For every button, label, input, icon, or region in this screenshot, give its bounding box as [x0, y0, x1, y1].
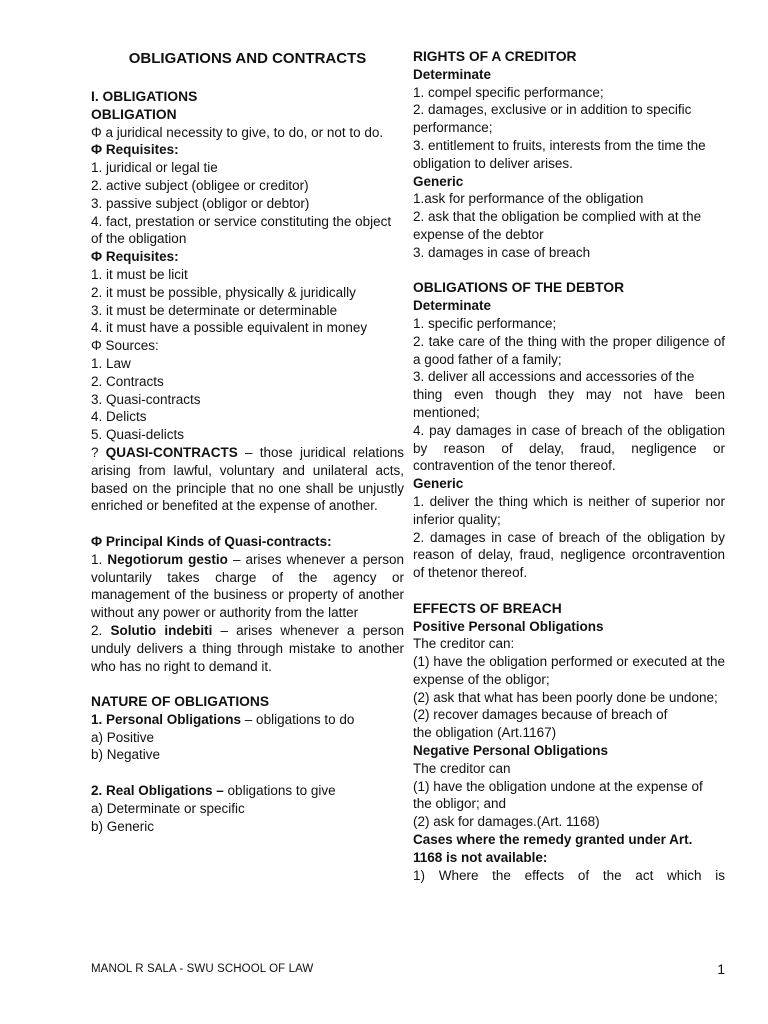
requisite-item: 4. it must have a possible equivalent in money: [91, 320, 368, 336]
source-item: 4. Delicts: [91, 409, 147, 425]
negotiorum-gestio-paragraph: [91, 551, 404, 622]
section-heading-obligations: I. OBLIGATIONS: [91, 89, 198, 104]
positive-item: (2) recover damages because of breach of: [413, 707, 668, 723]
source-item: 3. Quasi-contracts: [91, 391, 201, 407]
source-item: 5. Quasi-delicts: [91, 427, 185, 443]
solutio-indebiti-paragraph: [91, 622, 404, 675]
effects-heading: EFFECTS OF BREACH: [413, 600, 562, 616]
negative-item: (2) ask for damages.(Art. 1168): [413, 814, 600, 830]
obligation-item: thing even though they may not have been mentioned;: [413, 387, 725, 420]
real-obligations-text: obligations to give: [223, 783, 336, 799]
obligation-item: 3. deliver all accessions and accessories of the: [413, 369, 695, 385]
kind-number: 2.: [91, 622, 111, 638]
rights-determinate-heading: Determinate: [413, 66, 492, 82]
real-item: a) Determinate or specific: [91, 800, 245, 816]
obligations-generic-heading: Generic: [413, 476, 464, 492]
personal-obligations-line: [91, 711, 404, 729]
negative-item: (1) have the obligation undone at the expense of the obligor; and: [413, 778, 703, 812]
quasi-contracts-paragraph: [91, 444, 404, 515]
requisite-item: 1. it must be licit: [91, 266, 188, 282]
positive-item: (2) ask that what has been poorly done be undone;: [413, 689, 718, 705]
requisite-item: 2. it must be possible, physically & juridically: [91, 284, 356, 300]
personal-obligations-term: 1. Personal Obligations: [91, 711, 242, 727]
requisites-heading-1: Φ Requisites:: [91, 142, 179, 158]
quasi-contracts-text: – those juridical relations arising from lawful, voluntary and unilateral acts, based on the principle that no one shall be unjustly enriched or benefited at the expense of another.: [91, 444, 404, 514]
rights-generic-heading: Generic: [413, 173, 464, 189]
positive-item: (1) have the obligation performed or executed at the expense of the obligor;: [413, 654, 725, 687]
kind-number: 1.: [91, 551, 108, 567]
obligations-determinate-heading: Determinate: [413, 298, 492, 314]
real-obligations-term: 2. Real Obligations –: [91, 783, 224, 799]
positive-heading: Positive Personal Obligations: [413, 618, 604, 634]
solutio-indebiti-term: Solutio indebiti: [110, 622, 213, 638]
requisite-item: 4. fact, prestation or service constituting the object of the obligation: [91, 213, 392, 247]
rights-item: 1. compel specific performance;: [413, 84, 604, 100]
right-column: [413, 46, 725, 884]
rights-item: 3. damages in case of breach: [413, 244, 591, 260]
obligation-item: 4. pay damages in case of breach of the obligation by reason of delay, fraud, negligence or contravention of the tenor thereof.: [413, 422, 725, 474]
obligation-item: 1. specific performance;: [413, 315, 557, 331]
personal-item: a) Positive: [91, 729, 155, 745]
obligation-item: 2. damages in case of breach of the obligation by reason of delay, fraud, negligence orcontravention of thetenor thereof.: [413, 529, 725, 581]
page-number: 1: [717, 961, 725, 977]
solutio-indebiti-text: – arises whenever a person unduly delivers a thing through mistake to another who has no right to demand it.: [91, 622, 405, 674]
negative-intro: The creditor can: [413, 760, 511, 776]
rights-item: 1.ask for performance of the obligation: [413, 191, 644, 207]
left-column: [91, 46, 404, 835]
personal-item: b) Negative: [91, 747, 161, 763]
nature-heading: NATURE OF OBLIGATIONS: [91, 694, 270, 710]
obligation-definition: Φ a juridical necessity to give, to do, or not to do.: [91, 124, 384, 140]
document-title: OBLIGATIONS AND CONTRACTS: [128, 50, 367, 67]
sources-heading: Φ Sources:: [91, 338, 159, 354]
requisite-item: 2. active subject (obligee or creditor): [91, 177, 309, 193]
rights-heading: RIGHTS OF A CREDITOR: [413, 49, 577, 64]
cases-heading: Cases where the remedy granted under Art. 1168 is not available:: [413, 832, 693, 865]
real-item: b) Generic: [91, 818, 155, 834]
requisite-item: 1. juridical or legal tie: [91, 160, 218, 176]
positive-item: the obligation (Art.1167): [413, 725, 557, 741]
personal-obligations-text: – obligations to do: [241, 711, 355, 727]
requisite-item: 3. it must be determinate or determinable: [91, 302, 338, 318]
negotiorum-gestio-text: – arises whenever a person voluntarily takes charge of the agency or management of the business or property of another without any power or authority from the latter: [91, 551, 405, 621]
obligation-item: 2. take care of the thing with the proper diligence of a good father of a family;: [413, 333, 725, 367]
source-item: 2. Contracts: [91, 373, 164, 389]
obligation-heading: OBLIGATION: [91, 106, 177, 122]
quasi-contracts-term: QUASI-CONTRACTS: [105, 444, 238, 460]
real-obligations-line: [91, 782, 404, 800]
negative-heading: Negative Personal Obligations: [413, 743, 609, 759]
negotiorum-gestio-term: Negotiorum gestio: [107, 551, 228, 567]
obligations-debtor-heading: OBLIGATIONS OF THE DEBTOR: [413, 280, 625, 296]
obligation-item: 1. deliver the thing which is neither of superior nor inferior quality;: [413, 493, 725, 527]
requisites-heading-2: Φ Requisites:: [91, 249, 179, 265]
cases-text: 1) Where the effects of the act which is: [413, 867, 725, 883]
footer-author: MANOL R SALA - SWU SCHOOL OF LAW: [91, 963, 314, 975]
rights-item: 2. ask that the obligation be complied with at the expense of the debtor: [413, 209, 702, 242]
requisite-item: 3. passive subject (obligor or debtor): [91, 195, 310, 211]
quasi-prefix: ?: [91, 444, 106, 460]
principal-kinds-heading: Φ Principal Kinds of Quasi-contracts:: [91, 533, 332, 549]
positive-intro: The creditor can:: [413, 636, 515, 652]
rights-item: 2. damages, exclusive or in addition to specific performance;: [413, 102, 692, 136]
source-item: 1. Law: [91, 355, 131, 371]
rights-item: 3. entitlement to fruits, interests from the time the obligation to deliver arises.: [413, 137, 706, 171]
